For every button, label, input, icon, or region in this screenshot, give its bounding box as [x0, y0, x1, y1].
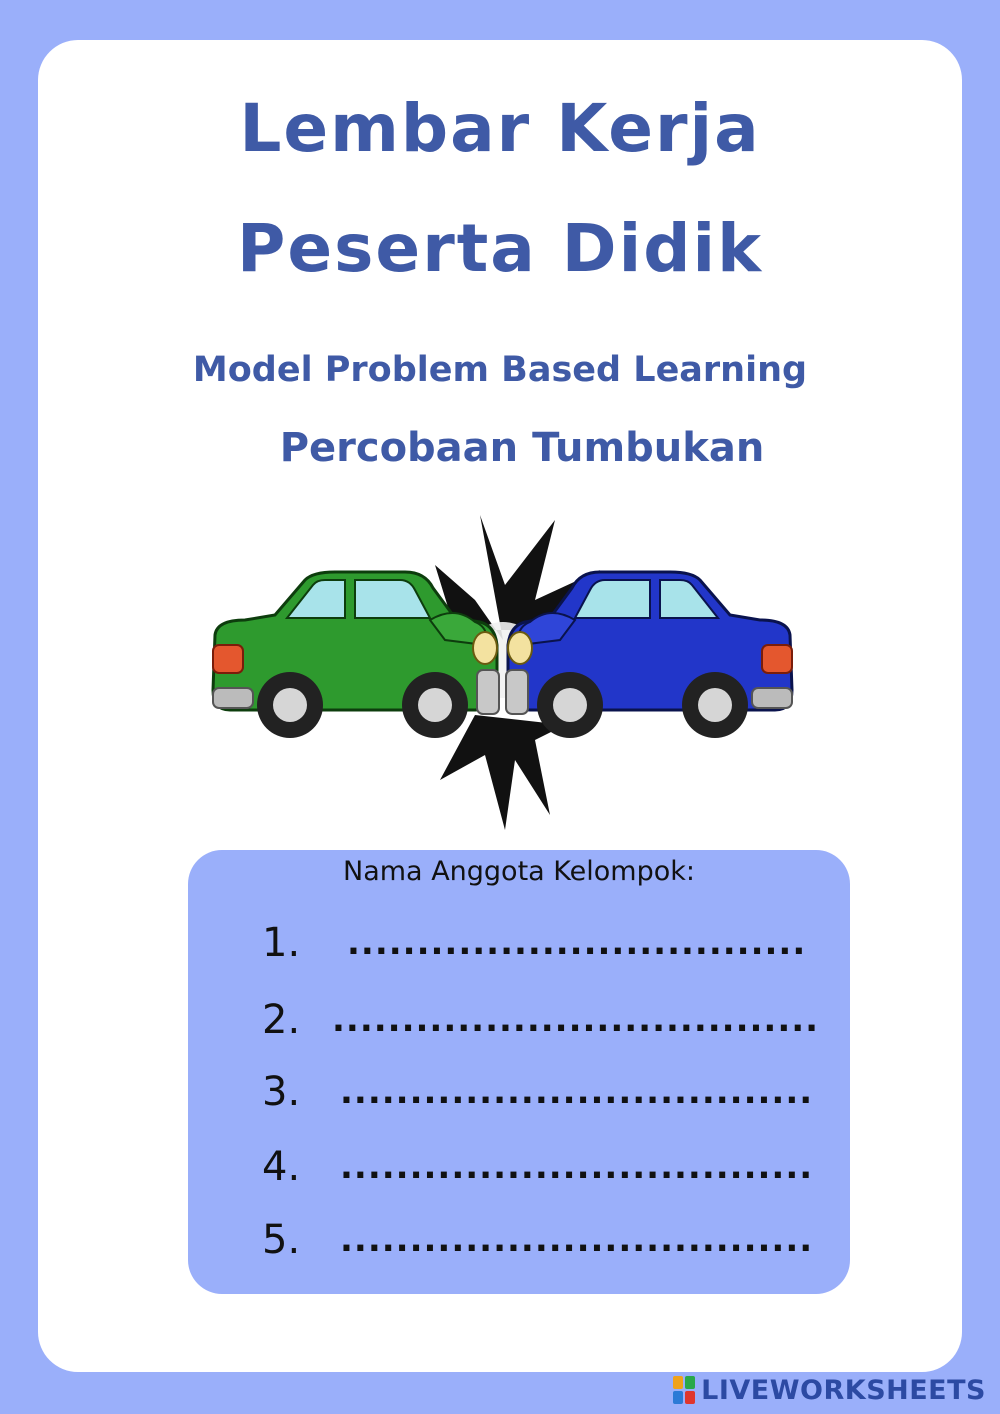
member-row-3[interactable]	[262, 1062, 813, 1122]
impact-burst-bottom	[440, 715, 565, 830]
liveworksheets-icon	[673, 1376, 695, 1404]
liveworksheets-logo[interactable]	[673, 1372, 986, 1408]
member-name-blank[interactable]: ...................................	[332, 1000, 820, 1040]
member-number: 4.	[262, 1144, 301, 1190]
member-number: 3.	[262, 1069, 301, 1115]
liveworksheets-text: LIVEWORKSHEETS	[701, 1374, 986, 1406]
car-collision-icon	[205, 510, 800, 840]
group-members-heading: Nama Anggota Kelompok:	[343, 856, 695, 887]
member-number: 5.	[262, 1217, 301, 1263]
member-name-blank[interactable]: ..................................	[340, 1220, 814, 1260]
member-number: 1.	[262, 920, 301, 966]
member-name-blank[interactable]: .................................	[347, 923, 807, 963]
member-number: 2.	[262, 997, 301, 1043]
subtitle-topic: Percobaan Tumbukan	[279, 425, 765, 471]
member-name-blank[interactable]: ..................................	[340, 1147, 814, 1187]
member-row-1[interactable]	[262, 913, 806, 973]
subtitle-model: Model Problem Based Learning	[192, 350, 808, 390]
member-row-4[interactable]	[262, 1137, 813, 1197]
member-row-2[interactable]	[262, 990, 819, 1050]
page-title-line2: Peserta Didik	[237, 210, 763, 287]
page-title-line1: Lembar Kerja	[239, 90, 761, 167]
member-name-blank[interactable]: ..................................	[340, 1072, 814, 1112]
member-row-5[interactable]	[262, 1210, 813, 1270]
